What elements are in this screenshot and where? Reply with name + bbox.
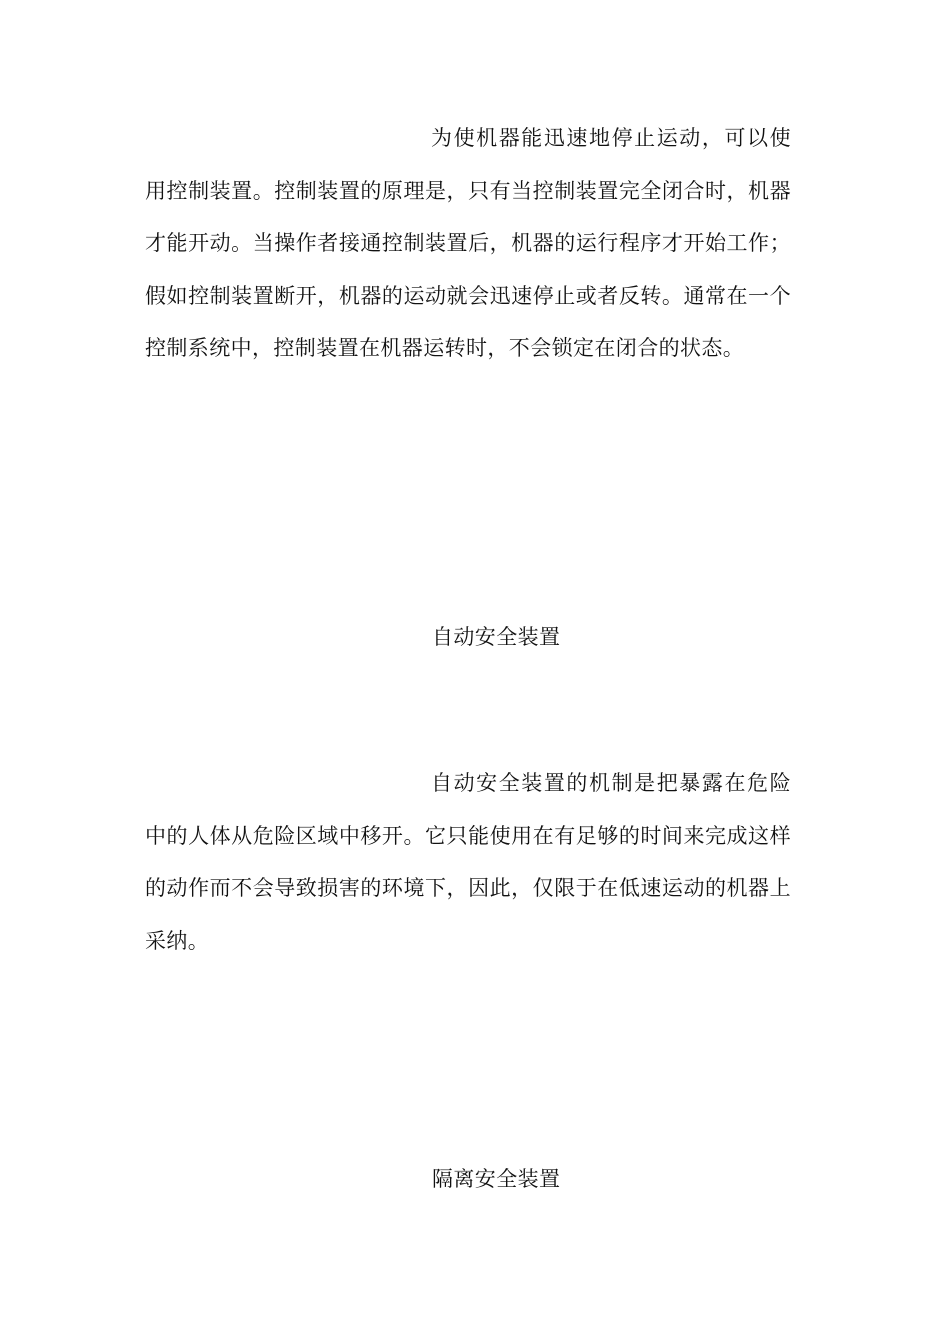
heading-automatic-safety-device: 自动安全装置 <box>432 625 561 649</box>
heading-isolation-safety-device: 隔离安全装置 <box>432 1167 561 1191</box>
paragraph-control-device: 为使机器能迅速地停止运动，可以使用控制装置。控制装置的原理是，只有当控制装置完全闭合时，机器才能开动。当操作者接通控制装置后，机器的运行程序才开始工作；假如控制装置断开，机器的运动就会迅速停止或者反转。通常在一个控制系统中，控制装置在机器运转时，不会锁定在闭合的状态。 <box>145 126 791 360</box>
paragraph-automatic-safety-device: 自动安全装置的机制是把暴露在危险中的人体从危险区域中移开。它只能使用在有足够的时间来完成这样的动作而不会导致损害的环境下，因此，仅限于在低速运动的机器上采纳。 <box>145 771 791 953</box>
